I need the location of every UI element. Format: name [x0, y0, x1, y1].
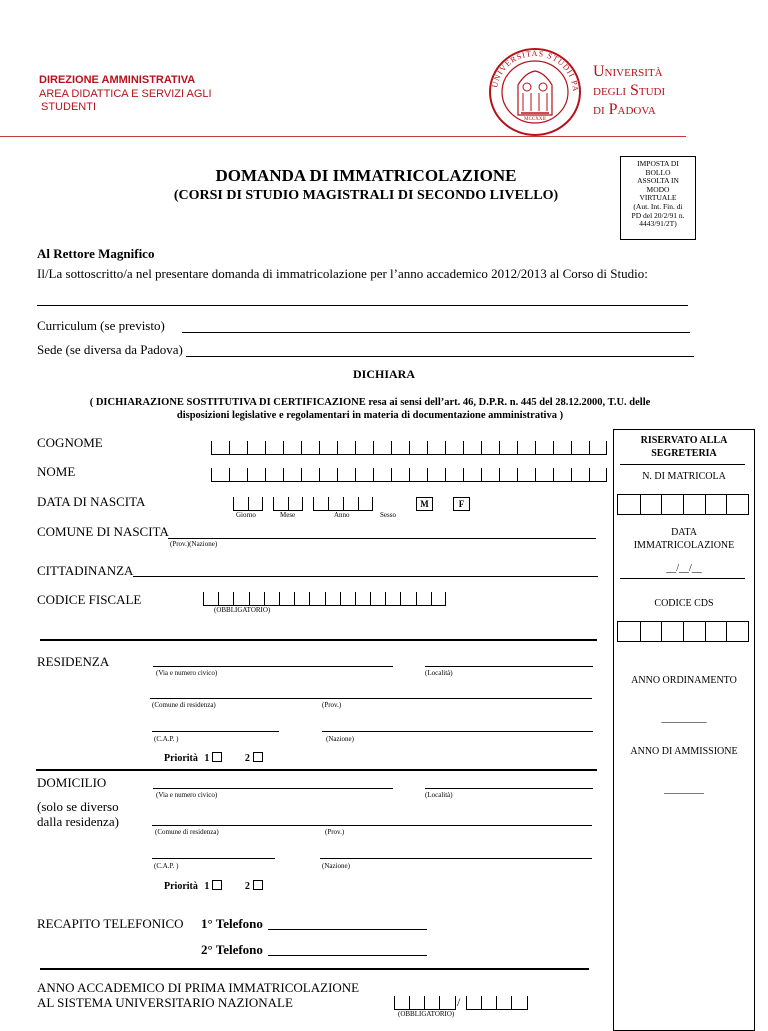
box-divider: [203, 592, 204, 605]
declaration-text-line2: disposizioni legislative e regolamentari in materia di documentazione amministrativa ): [176, 410, 564, 421]
curriculum-field[interactable]: [182, 332, 690, 333]
codice-cds-boxes[interactable]: [617, 621, 749, 642]
segreteria-header-divider: [620, 464, 745, 465]
sede-field[interactable]: [186, 356, 694, 357]
box-divider: [283, 468, 284, 481]
intro-sentence: Il/La sottoscritto/a nel presentare domanda di immatricolazione per l’anno accademico 2012/2013 al Corso di Studio:: [37, 266, 648, 281]
box-divider: [247, 468, 248, 481]
telefono-2-label: 2° Telefono: [201, 942, 263, 957]
box-divider: [279, 592, 280, 605]
anno-boxes[interactable]: [313, 496, 373, 511]
box-divider: [262, 497, 263, 510]
domicilio-priority-1-checkbox[interactable]: [212, 880, 222, 890]
box-divider: [496, 996, 497, 1009]
box-divider: [248, 497, 249, 510]
box-divider: [325, 592, 326, 605]
box-divider: [247, 441, 248, 454]
box-divider: [249, 592, 250, 605]
priorita-label: Priorità: [164, 753, 198, 764]
stamp-line: 4443/91/2T): [639, 219, 677, 229]
box-divider: [373, 468, 374, 481]
box-divider: [571, 441, 572, 454]
residenza-localita-caption: (Località): [425, 669, 453, 677]
box-divider: [589, 468, 590, 481]
residenza-priorita: [164, 752, 263, 764]
grid-cell-divider: [640, 622, 641, 641]
university-seal-logo: [487, 47, 583, 137]
box-divider: [370, 592, 371, 605]
box-divider: [294, 592, 295, 605]
giorno-caption: Giorno: [236, 511, 256, 519]
codice-fiscale-char-boxes[interactable]: [203, 591, 446, 606]
header-divider: [0, 136, 686, 137]
university-name: [593, 62, 665, 119]
box-divider: [355, 592, 356, 605]
box-divider: [466, 996, 467, 1009]
grid-cell-divider: [726, 495, 727, 514]
domicilio-nazione-field[interactable]: [320, 858, 592, 859]
sex-f-checkbox[interactable]: F: [453, 497, 470, 511]
domicilio-via-caption: (Via e numero civico): [156, 791, 218, 799]
box-divider: [355, 441, 356, 454]
box-divider: [309, 592, 310, 605]
box-divider: [385, 592, 386, 605]
domicilio-localita-field[interactable]: [425, 788, 593, 789]
recapito-telefonico-label: RECAPITO TELEFONICO: [37, 916, 184, 931]
anno-accademico-first-year-boxes[interactable]: [394, 995, 456, 1010]
data-label-line2: IMMATRICOLAZIONE: [633, 540, 735, 551]
anno-ammissione-field[interactable]: ________: [664, 784, 704, 795]
box-divider: [394, 996, 395, 1009]
box-divider: [211, 441, 212, 454]
grid-cell-divider: [726, 622, 727, 641]
box-divider: [233, 592, 234, 605]
addressee: Al Rettore Magnifico: [37, 246, 155, 261]
box-divider: [301, 468, 302, 481]
grid-cell-divider: [640, 495, 641, 514]
domicilio-label: DOMICILIO: [37, 775, 107, 790]
box-divider: [337, 468, 338, 481]
domicilio-note-line2: dalla residenza): [37, 814, 119, 829]
codice-fiscale-obbligatorio: (OBBLIGATORIO): [214, 606, 271, 614]
segreteria-reserved-panel: [613, 429, 755, 1031]
stamp-line: VIRTUALE: [639, 193, 677, 203]
box-divider: [229, 468, 230, 481]
anno-ordinamento-label: ANNO ORDINAMENTO: [631, 675, 737, 686]
section-divider: [40, 639, 597, 641]
residenza-nazione-field[interactable]: [322, 731, 593, 732]
priority-1-label: 1: [204, 881, 210, 892]
sidebar-divider: [620, 578, 745, 579]
box-divider: [301, 441, 302, 454]
box-divider: [481, 996, 482, 1009]
form-title: DOMANDA DI IMMATRICOLAZIONE: [215, 166, 517, 185]
nome-label: NOME: [37, 464, 76, 479]
segreteria-header-line1: RISERVATO ALLA: [640, 435, 728, 446]
residenza-priority-2-checkbox[interactable]: [253, 752, 263, 762]
department-area-line1: AREA DIDATTICA E SERVIZI AGLI: [39, 88, 212, 100]
box-divider: [319, 441, 320, 454]
telefono-1-label: 1° Telefono: [201, 916, 263, 931]
telefono-2-field[interactable]: [268, 955, 427, 956]
box-divider: [445, 441, 446, 454]
residenza-priority-1-checkbox[interactable]: [212, 752, 222, 762]
data-immatricolazione-field[interactable]: __/__/__: [666, 563, 702, 574]
comune-nascita-label: COMUNE DI NASCITA: [37, 524, 169, 539]
stamp-line: IMPOSTA DI: [637, 159, 679, 168]
data-nascita-label: DATA DI NASCITA: [37, 494, 146, 509]
box-divider: [511, 996, 512, 1009]
university-name-line2: degli Studi: [593, 82, 666, 99]
domicilio-note-line1: (solo se diverso: [37, 799, 119, 814]
residenza-cap-field[interactable]: [152, 731, 279, 732]
box-divider: [553, 441, 554, 454]
box-divider: [424, 996, 425, 1009]
cittadinanza-label: CITTADINANZA: [37, 563, 134, 578]
anno-accademico-line1: ANNO ACCADEMICO DI PRIMA IMMATRICOLAZIONE: [37, 980, 360, 995]
box-divider: [499, 441, 500, 454]
codice-fiscale-label: CODICE FISCALE: [37, 592, 142, 607]
anno-ordinamento-field[interactable]: _________: [661, 713, 707, 724]
box-divider: [288, 497, 289, 510]
segreteria-header: [614, 434, 754, 460]
stamp-line: ASSOLTA IN: [637, 176, 679, 186]
domicilio-comune-caption: (Comune di residenza): [155, 828, 219, 836]
section-divider: [36, 769, 597, 771]
codice-cds-label: CODICE CDS: [654, 598, 714, 609]
box-divider: [409, 468, 410, 481]
year-slash: /: [457, 995, 461, 1009]
box-divider: [571, 468, 572, 481]
priority-2-label: 2: [244, 881, 250, 892]
box-divider: [372, 497, 373, 510]
stamp-line: (Aut. Int. Fin. di: [633, 201, 683, 211]
grid-cell-divider: [683, 622, 684, 641]
domicilio-nazione-caption: (Nazione): [322, 862, 350, 870]
grid-cell-divider: [705, 495, 706, 514]
data-label-line1: DATA: [671, 527, 697, 538]
box-divider: [463, 468, 464, 481]
box-divider: [481, 441, 482, 454]
anno-caption: Anno: [334, 511, 350, 519]
domicilio-localita-caption: (Località): [425, 791, 453, 799]
box-divider: [463, 441, 464, 454]
university-name-line1: Università: [593, 63, 663, 80]
sesso-caption: Sesso: [380, 511, 396, 519]
anno-accademico-obbligatorio: (OBBLIGATORIO): [398, 1010, 455, 1018]
box-divider: [283, 441, 284, 454]
box-divider: [211, 468, 212, 481]
box-divider: [606, 468, 607, 481]
corso-di-studio-field[interactable]: [37, 305, 688, 306]
residenza-localita-field[interactable]: [425, 666, 593, 667]
residenza-comune-prov-field[interactable]: [150, 698, 592, 699]
sex-m-checkbox[interactable]: M: [416, 497, 433, 511]
box-divider: [527, 996, 528, 1009]
giorno-boxes[interactable]: [233, 496, 263, 511]
priorita-label: Priorità: [164, 881, 198, 892]
box-divider: [391, 441, 392, 454]
box-divider: [264, 592, 265, 605]
curriculum-label: Curriculum (se previsto): [37, 318, 165, 333]
declaration-text-line1: ( DICHIARAZIONE SOSTITUTIVA DI CERTIFICAZIONE resa ai sensi dell’art. 46, D.P.R. n. 445 del 28.12.2000, T.U. delle: [89, 397, 651, 408]
box-divider: [265, 468, 266, 481]
domicilio-via-field[interactable]: [153, 788, 393, 789]
box-divider: [481, 468, 482, 481]
grid-cell-divider: [705, 622, 706, 641]
matricola-boxes[interactable]: [617, 494, 749, 515]
svg-text:MCCXXII: MCCXXII: [524, 117, 546, 122]
anno-ammissione-label: ANNO DI AMMISSIONE: [630, 746, 738, 757]
grid-cell-divider: [683, 495, 684, 514]
box-divider: [340, 592, 341, 605]
stamp-duty-box: [620, 156, 696, 240]
nome-char-boxes[interactable]: [211, 467, 607, 482]
sede-label: Sede (se diversa da Padova): [37, 342, 183, 357]
box-divider: [416, 592, 417, 605]
box-divider: [273, 497, 274, 510]
box-divider: [337, 441, 338, 454]
box-divider: [445, 592, 446, 605]
box-divider: [355, 468, 356, 481]
residenza-prov-caption: (Prov.): [322, 701, 342, 709]
box-divider: [427, 441, 428, 454]
form-subtitle: (CORSI DI STUDIO MAGISTRALI DI SECONDO LIVELLO): [173, 188, 559, 203]
department-title: DIREZIONE AMMINISTRATIVA: [39, 74, 196, 86]
anno-accademico-line2: AL SISTEMA UNIVERSITARIO NAZIONALE: [37, 995, 293, 1010]
cognome-label: COGNOME: [37, 435, 103, 450]
priority-2-label: 2: [244, 753, 250, 764]
university-name-line3: di Padova: [593, 101, 656, 118]
box-divider: [606, 441, 607, 454]
residenza-via-field[interactable]: [153, 666, 393, 667]
stamp-line: BOLLO: [645, 167, 671, 177]
box-divider: [517, 468, 518, 481]
box-divider: [589, 441, 590, 454]
box-divider: [265, 441, 266, 454]
box-divider: [328, 497, 329, 510]
box-divider: [343, 497, 344, 510]
residenza-comune-caption: (Comune di residenza): [152, 701, 216, 709]
mese-caption: Mese: [280, 511, 296, 519]
data-immatricolazione-label: [614, 526, 754, 552]
priority-1-label: 1: [204, 753, 210, 764]
box-divider: [499, 468, 500, 481]
segreteria-header-line2: SEGRETERIA: [651, 448, 717, 459]
grid-cell-divider: [661, 495, 662, 514]
box-divider: [409, 441, 410, 454]
box-divider: [358, 497, 359, 510]
residenza-cap-caption: (C.A.P. ): [154, 735, 179, 743]
box-divider: [391, 468, 392, 481]
residenza-nazione-caption: (Nazione): [326, 735, 354, 743]
box-divider: [229, 441, 230, 454]
box-divider: [373, 441, 374, 454]
department-area-line2: STUDENTI: [41, 101, 96, 113]
domicilio-comune-prov-field[interactable]: [152, 825, 592, 826]
stamp-line: MODO: [646, 184, 670, 194]
box-divider: [319, 468, 320, 481]
domicilio-cap-caption: (C.A.P. ): [154, 862, 179, 870]
matricola-label: N. DI MATRICOLA: [642, 471, 726, 482]
cittadinanza-field[interactable]: [133, 576, 598, 577]
box-divider: [313, 497, 314, 510]
box-divider: [431, 592, 432, 605]
box-divider: [427, 468, 428, 481]
domicilio-priorita: [164, 880, 263, 892]
cognome-char-boxes[interactable]: [211, 440, 607, 455]
prov-nazione-caption: (Prov.)(Nazione): [170, 540, 218, 548]
domicilio-priority-2-checkbox[interactable]: [253, 880, 263, 890]
box-divider: [553, 468, 554, 481]
box-divider: [455, 996, 456, 1009]
dichiara-heading: DICHIARA: [352, 367, 415, 381]
residenza-via-caption: (Via e numero civico): [156, 669, 218, 677]
section-divider: [40, 968, 589, 970]
box-divider: [445, 468, 446, 481]
box-divider: [218, 592, 219, 605]
box-divider: [517, 441, 518, 454]
box-divider: [302, 497, 303, 510]
box-divider: [233, 497, 234, 510]
box-divider: [535, 468, 536, 481]
stamp-line: PD del 20/2/91 n.: [631, 210, 685, 220]
box-divider: [400, 592, 401, 605]
telefono-1-field[interactable]: [268, 929, 427, 930]
box-divider: [439, 996, 440, 1009]
anno-accademico-second-year-boxes[interactable]: [466, 995, 528, 1010]
svg-text:UNIVERSITAS STUDII PADUANI: UNIVERSITAS STUDII PA: [490, 48, 581, 93]
box-divider: [535, 441, 536, 454]
grid-cell-divider: [661, 622, 662, 641]
residenza-label: RESIDENZA: [37, 654, 110, 669]
domicilio-cap-field[interactable]: [152, 858, 275, 859]
mese-boxes[interactable]: [273, 496, 303, 511]
domicilio-prov-caption: (Prov.): [325, 828, 345, 836]
comune-nascita-field[interactable]: [168, 538, 596, 539]
box-divider: [409, 996, 410, 1009]
